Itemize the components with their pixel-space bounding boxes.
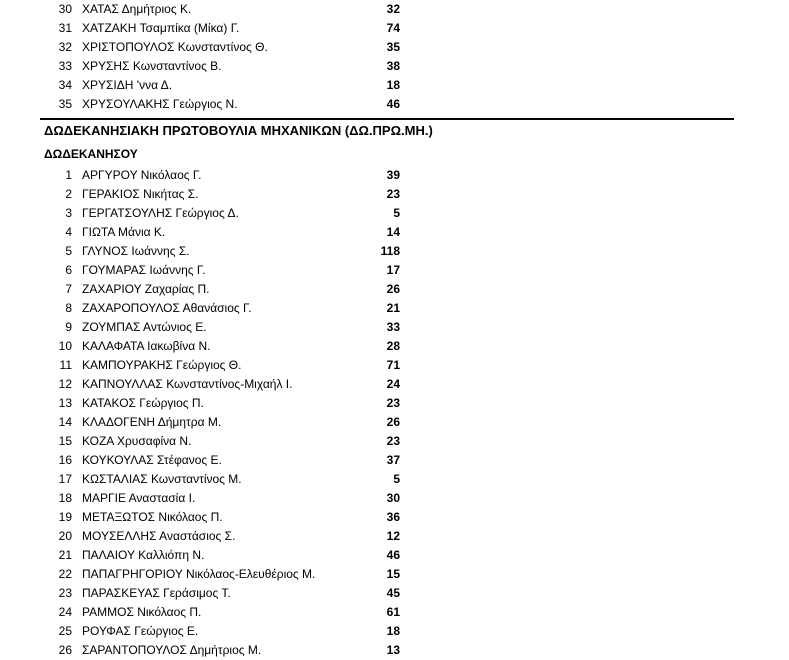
candidate-votes: 37 — [386, 453, 400, 467]
candidate-votes: 46 — [386, 548, 400, 562]
candidate-row — [0, 337, 789, 356]
candidate-name: ΚΟΥΚΟΥΛΑΣ Στέφανος Ε. — [82, 453, 222, 467]
candidate-name: ΓΙΩΤΑ Μάνια Κ. — [82, 225, 166, 239]
candidate-number: 1 — [65, 168, 72, 182]
candidate-votes: 118 — [380, 244, 400, 258]
candidate-number: 10 — [58, 339, 72, 353]
candidate-votes: 39 — [386, 168, 400, 182]
candidate-votes: 13 — [386, 643, 400, 657]
candidate-row — [0, 641, 789, 660]
candidate-name: ΠΑΠΑΓΡΗΓΟΡΙΟΥ Νικόλαος-Ελευθέριος Μ. — [82, 567, 316, 581]
candidate-number: 11 — [59, 358, 72, 372]
candidate-votes: 5 — [393, 206, 400, 220]
candidate-name: ΧΡΥΣΟΥΛΑΚΗΣ Γεώργιος Ν. — [82, 97, 238, 111]
candidate-votes: 35 — [386, 40, 400, 54]
candidate-number: 21 — [58, 548, 72, 562]
candidate-votes: 26 — [386, 415, 400, 429]
candidate-number: 4 — [65, 225, 72, 239]
candidate-row — [0, 204, 789, 223]
candidate-name: ΚΑΛΑΦΑΤΑ Ιακωβίνα Ν. — [82, 339, 211, 353]
candidate-row — [0, 166, 789, 185]
candidate-votes: 38 — [386, 59, 400, 73]
candidate-number: 22 — [58, 567, 72, 581]
candidate-name: ΖΑΧΑΡΙΟΥ Ζαχαρίας Π. — [82, 282, 210, 296]
candidate-name: ΠΑΛΑΙΟΥ Καλλιόπη Ν. — [82, 548, 205, 562]
candidate-number: 13 — [58, 396, 72, 410]
candidate-number: 32 — [58, 40, 72, 54]
candidate-row — [0, 223, 789, 242]
candidate-row — [0, 432, 789, 451]
candidate-name: ΣΑΡΑΝΤΟΠΟΥΛΟΣ Δημήτριος Μ. — [82, 643, 262, 657]
candidate-votes: 32 — [386, 2, 400, 16]
candidate-row — [0, 470, 789, 489]
candidate-number: 35 — [58, 97, 72, 111]
candidate-name: ΡΑΜΜΟΣ Νικόλαος Π. — [82, 605, 202, 619]
candidate-row — [0, 394, 789, 413]
candidate-row — [0, 603, 789, 622]
candidate-row — [0, 375, 789, 394]
candidate-number: 5 — [65, 244, 72, 258]
candidate-votes: 46 — [386, 97, 400, 111]
candidate-votes: 23 — [386, 396, 400, 410]
candidate-name: ΚΑΤΑΚΟΣ Γεώργιος Π. — [82, 396, 204, 410]
candidate-name: ΧΑΤΑΣ Δημήτριος Κ. — [82, 2, 192, 16]
candidate-name: ΓΕΡΓΑΤΣΟΥΛΗΣ Γεώργιος Δ. — [82, 206, 239, 220]
candidate-number: 30 — [58, 2, 72, 16]
candidate-name: ΜΟΥΣΕΛΛΗΣ Αναστάσιος Σ. — [82, 529, 236, 543]
candidate-votes: 74 — [386, 21, 400, 35]
candidate-name: ΧΡΙΣΤΟΠΟΥΛΟΣ Κωνσταντίνος Θ. — [82, 40, 268, 54]
candidate-votes: 23 — [386, 434, 400, 448]
candidate-name: ΧΡΥΣΗΣ Κωνσταντίνος Β. — [82, 59, 222, 73]
candidate-number: 26 — [58, 643, 72, 657]
candidate-votes: 61 — [386, 605, 400, 619]
candidate-number: 31 — [58, 21, 72, 35]
candidate-votes: 18 — [386, 78, 400, 92]
candidate-number: 19 — [58, 510, 72, 524]
candidate-number: 17 — [58, 472, 72, 486]
candidate-name: ΧΑΤΖΑΚΗ Τσαμπίκα (Μίκα) Γ. — [82, 21, 240, 35]
candidate-votes: 33 — [386, 320, 400, 334]
candidate-votes: 15 — [386, 567, 400, 581]
candidate-row — [0, 508, 789, 527]
candidate-row — [0, 489, 789, 508]
candidate-row — [0, 38, 789, 57]
candidate-votes: 21 — [386, 301, 400, 315]
candidate-row — [0, 19, 789, 38]
candidate-name: ΑΡΓΥΡΟΥ Νικόλαος Γ. — [82, 168, 202, 182]
candidate-votes: 24 — [386, 377, 400, 391]
candidate-votes: 12 — [386, 529, 400, 543]
candidate-name: ΜΕΤΑΞΩΤΟΣ Νικόλαος Π. — [82, 510, 223, 524]
candidate-name: ΚΑΜΠΟΥΡΑΚΗΣ Γεώργιος Θ. — [82, 358, 242, 372]
candidate-number: 7 — [65, 282, 72, 296]
candidate-votes: 45 — [386, 586, 400, 600]
candidate-name: ΚΩΣΤΑΛΙΑΣ Κωνσταντίνος Μ. — [82, 472, 242, 486]
candidate-row — [0, 565, 789, 584]
candidate-votes: 18 — [386, 624, 400, 638]
candidate-votes: 30 — [386, 491, 400, 505]
candidate-number: 24 — [58, 605, 72, 619]
section-divider — [40, 118, 734, 120]
candidate-name: ΠΑΡΑΣΚΕΥΑΣ Γεράσιμος Τ. — [82, 586, 231, 600]
candidate-row — [0, 261, 789, 280]
candidate-votes: 36 — [386, 510, 400, 524]
candidate-number: 23 — [58, 586, 72, 600]
candidate-number: 8 — [65, 301, 72, 315]
candidate-number: 33 — [58, 59, 72, 73]
candidate-row — [0, 413, 789, 432]
candidate-name: ΚΛΑΔΟΓΕΝΗ Δήμητρα Μ. — [82, 415, 222, 429]
candidate-number: 3 — [65, 206, 72, 220]
candidate-row — [0, 95, 789, 114]
candidate-votes: 71 — [386, 358, 400, 372]
candidate-row — [0, 242, 789, 261]
candidate-name: ΜΑΡΓΙΕ Αναστασία Ι. — [82, 491, 196, 505]
candidate-name: ΓΟΥΜΑΡΑΣ Ιωάννης Γ. — [82, 263, 206, 277]
candidate-number: 34 — [58, 78, 72, 92]
candidate-name: ΖΟΥΜΠΑΣ Αντώνιος Ε. — [82, 320, 207, 334]
candidate-row — [0, 584, 789, 603]
candidate-row — [0, 451, 789, 470]
candidate-votes: 17 — [386, 263, 400, 277]
district-heading: ΔΩΔΕΚΑΝΗΣΟΥ — [44, 147, 138, 161]
candidate-row — [0, 546, 789, 565]
candidate-number: 14 — [58, 415, 72, 429]
candidate-name: ΚΟΖΑ Χρυσαφίνα Ν. — [82, 434, 192, 448]
candidate-number: 20 — [58, 529, 72, 543]
candidate-row — [0, 299, 789, 318]
candidate-name: ΚΑΠΝΟΥΛΛΑΣ Κωνσταντίνος-Μιχαήλ Ι. — [82, 377, 293, 391]
candidate-number: 6 — [65, 263, 72, 277]
candidate-row — [0, 76, 789, 95]
candidate-votes: 14 — [386, 225, 400, 239]
candidate-name: ΧΡΥΣΙΔΗ 'ννα Δ. — [82, 78, 173, 92]
candidate-row — [0, 318, 789, 337]
candidate-number: 2 — [65, 187, 72, 201]
candidate-name: ΓΛΥΝΟΣ Ιωάννης Σ. — [82, 244, 190, 258]
candidate-number: 15 — [58, 434, 72, 448]
candidate-votes: 5 — [393, 472, 400, 486]
candidate-row — [0, 0, 789, 19]
candidate-row — [0, 185, 789, 204]
candidate-row — [0, 356, 789, 375]
candidate-row — [0, 280, 789, 299]
party-title: ΔΩΔΕΚΑΝΗΣΙΑΚΗ ΠΡΩΤΟΒΟΥΛΙΑ ΜΗΧΑΝΙΚΩΝ (ΔΩ.ΠΡΩ.ΜΗ.) — [44, 123, 433, 138]
candidate-name: ΖΑΧΑΡΟΠΟΥΛΟΣ Αθανάσιος Γ. — [82, 301, 252, 315]
candidate-number: 25 — [58, 624, 72, 638]
candidate-votes: 26 — [386, 282, 400, 296]
candidate-name: ΓΕΡΑΚΙΟΣ Νικήτας Σ. — [82, 187, 199, 201]
candidate-name: ΡΟΥΦΑΣ Γεώργιος Ε. — [82, 624, 199, 638]
candidate-votes: 23 — [386, 187, 400, 201]
candidate-number: 18 — [58, 491, 72, 505]
candidate-row — [0, 527, 789, 546]
candidate-number: 12 — [58, 377, 72, 391]
candidate-number: 16 — [58, 453, 72, 467]
candidate-number: 9 — [65, 320, 72, 334]
candidate-row — [0, 622, 789, 641]
candidate-row — [0, 57, 789, 76]
candidate-votes: 28 — [386, 339, 400, 353]
